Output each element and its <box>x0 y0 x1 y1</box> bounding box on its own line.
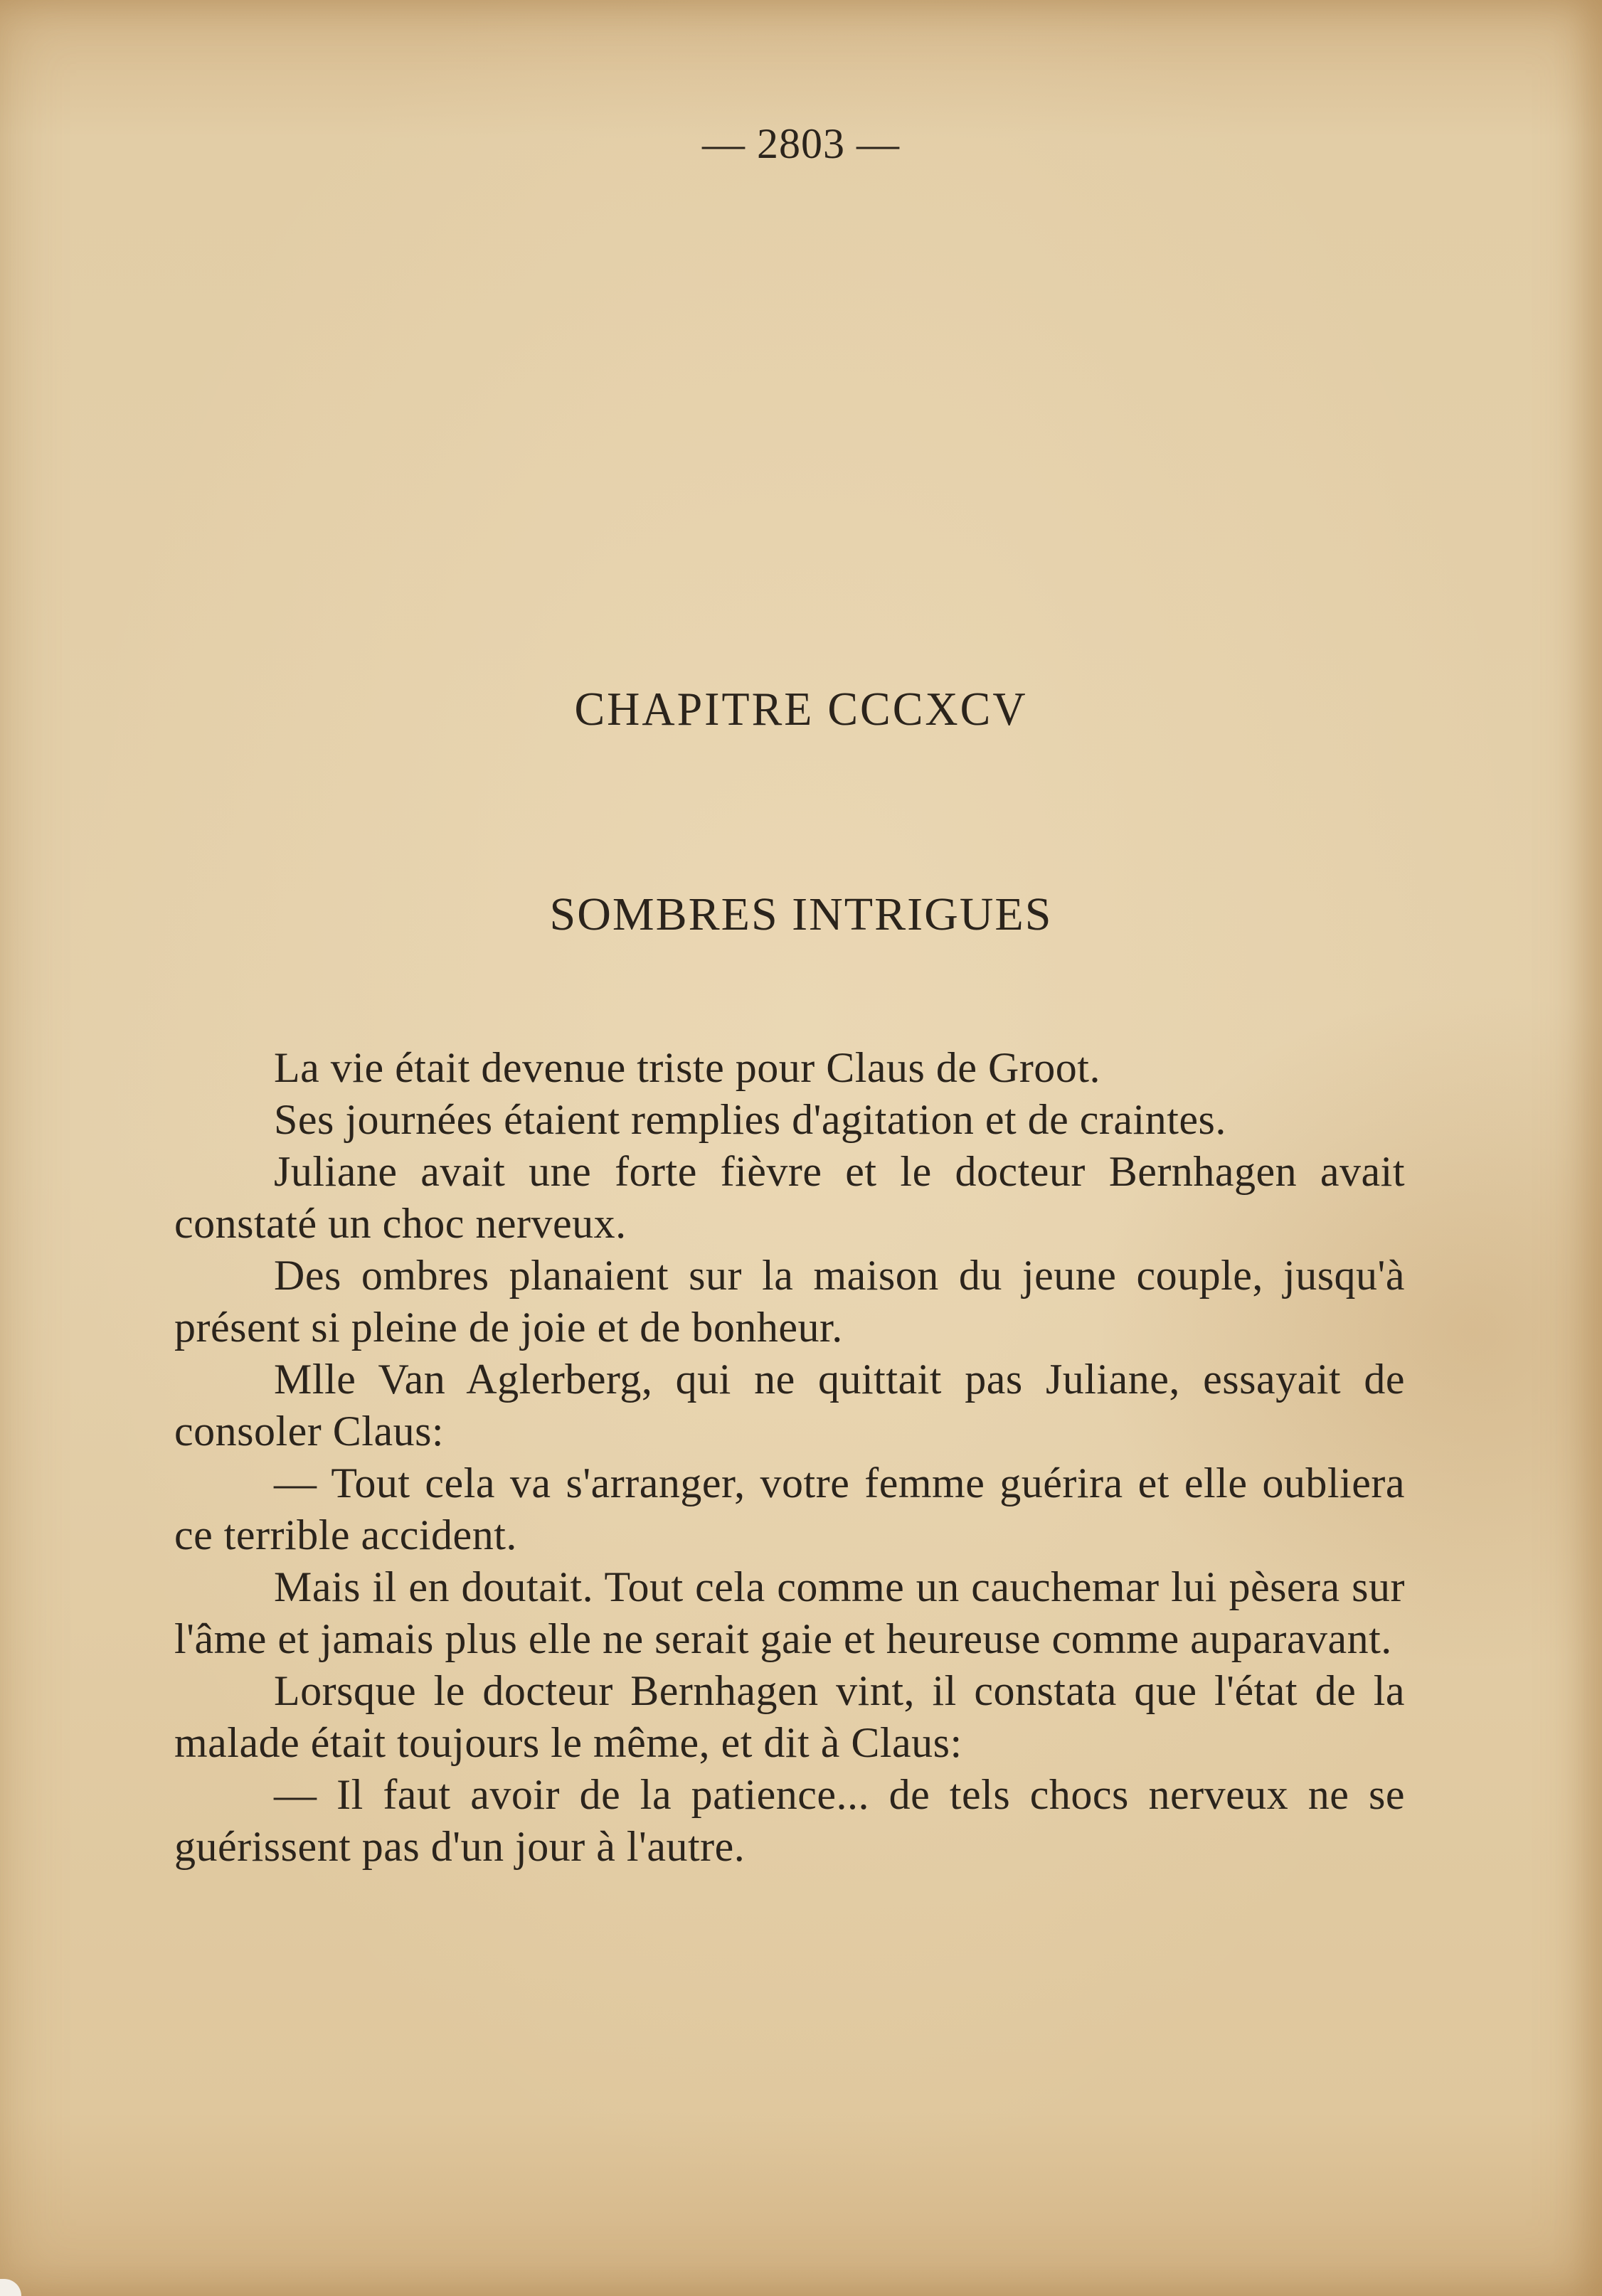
paragraph: La vie était devenue triste pour Claus de Groot. <box>274 1044 1100 1091</box>
paragraph: Mlle Van Aglerberg, qui ne quittait pas Juliane, essayait de consoler Claus: <box>174 1356 1405 1455</box>
paragraph: Des ombres planaient sur la maison du jeune couple, jusqu'à présent si pleine de joie et de bonheur. <box>174 1252 1405 1351</box>
page-number: — 2803 — <box>702 120 900 167</box>
paragraph: Mais il en doutait. Tout cela comme un cauchemar lui pèsera sur l'âme et jamais plus elle ne serait gaie et heureuse comme auparavant. <box>174 1563 1405 1662</box>
body-text <box>174 1042 1405 1873</box>
page-corner-tear <box>0 2279 21 2296</box>
chapter-title: SOMBRES INTRIGUES <box>549 888 1053 940</box>
paragraph: Ses journées étaient remplies d'agitation et de craintes. <box>274 1096 1226 1143</box>
paragraph: Juliane avait une forte fièvre et le docteur Bernhagen avait constaté un choc nerveux. <box>174 1148 1405 1247</box>
dialogue-paragraph: — Tout cela va s'arranger, votre femme guérira et elle oubliera ce terrible accident. <box>174 1460 1405 1558</box>
dialogue-paragraph: — Il faut avoir de la patience... de tels chocs nerveux ne se guérissent pas d'un jour à l'autre. <box>174 1771 1405 1870</box>
paragraph: Lorsque le docteur Bernhagen vint, il constata que l'état de la malade était toujours le même, et dit à Claus: <box>174 1667 1405 1766</box>
chapter-heading: CHAPITRE CCCXCV <box>574 682 1028 735</box>
